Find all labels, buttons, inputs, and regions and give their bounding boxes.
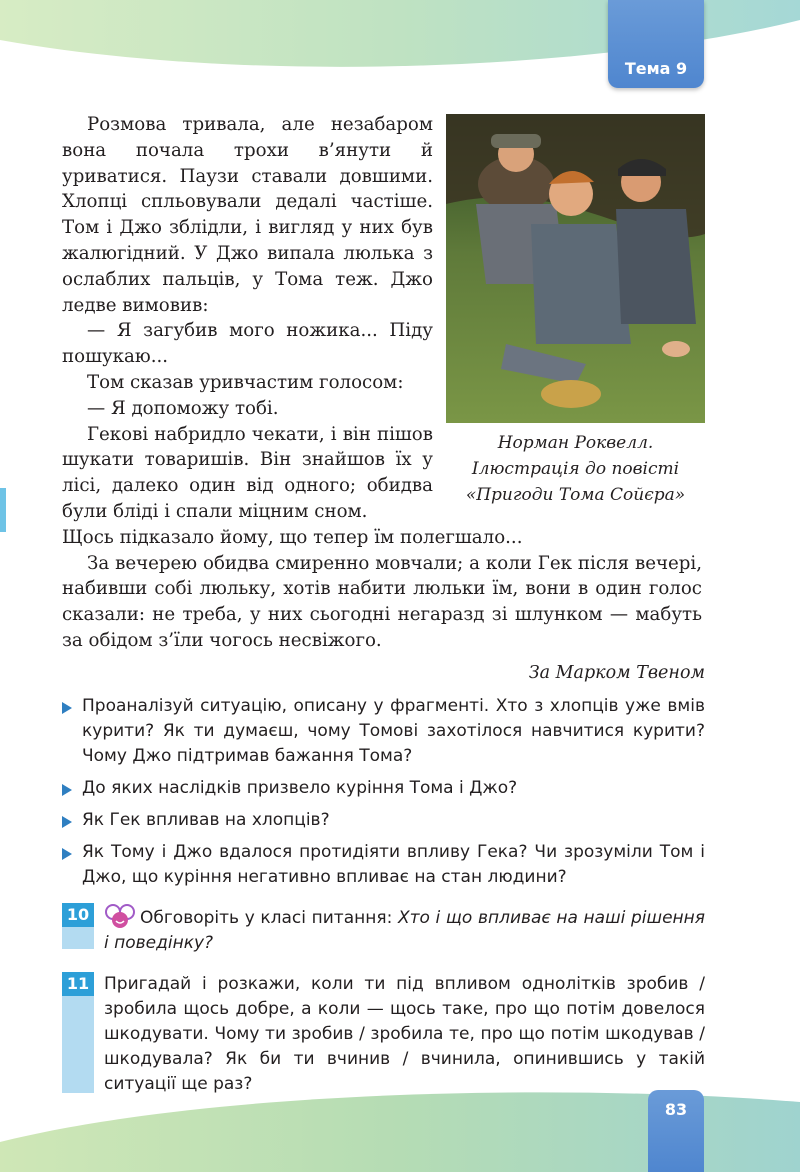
triangle-bullet-icon: [62, 816, 72, 828]
task-question: Хто і що впливає на наші рішення і поведінку?: [104, 908, 705, 953]
caption-line: «Пригоди Тома Сойєра»: [465, 485, 686, 505]
topic-tab: [608, 0, 704, 88]
story-paragraph: Том сказав уривчастим голосом:: [87, 371, 404, 393]
triangle-bullet-icon: [62, 848, 72, 860]
story-attribution: За Марком Твеном: [528, 663, 705, 683]
task-number-badge: 11: [62, 972, 94, 996]
task-10: [62, 903, 705, 956]
page-number: 83: [664, 1100, 688, 1119]
story-paragraph: Гекові набридло чекати, і він пішов шукати товаришів. Він знайшов їх у лісі, далеко один від одного; обидва були бліді і спали міцним сном.: [62, 423, 433, 522]
task-prefix: Обговоріть у класі питання:: [140, 908, 398, 928]
story-paragraph: Розмова тривала, але незабаром вона почала трохи в’янути й уриватися. Паузи ставали довшими. Хлопці спльовували дедалі частіше. Том і Джо зблідли, і вигляд у них був жалюгідний. У Джо випала люлька з ослаблих пальців, у Тома теж. Джо ледве вимовив:: [62, 114, 433, 316]
question-item: Проаналізуй ситуацію, описану у фрагменті. Хто з хлопців уже вмів курити? Як ти думаєш, чому Томові захотілося навчитися курити? Чому Джо підтримав бажання Тома?: [62, 694, 705, 769]
task-bar: [62, 927, 94, 949]
left-edge-marker: [0, 488, 6, 532]
story-paragraph: Щось підказало йому, що тепер їм полегшало...: [62, 526, 523, 548]
question-item: Як Тому і Джо вдалося протидіяти впливу Гека? Чи зрозуміли Том і Джо, що куріння негативно впливає на стан людини?: [62, 840, 705, 890]
task-text: Пригадай і розкажи, коли ти під впливом однолітків зробив / зробила щось добре, а коли — щось таке, про що потім довелося шкодувати. Чому ти зробив / зробила те, про що потім шкодував / шкодувала? Як би ти вчинив / вчинила, опинившись у такій ситуації ще раз?: [104, 974, 705, 1094]
question-item: До яких наслідків призвело куріння Тома і Джо?: [62, 776, 705, 801]
story-paragraph: — Я загубив мого ножика... Піду пошукаю...: [62, 320, 433, 368]
rockwell-illustration: [446, 114, 705, 423]
triangle-bullet-icon: [62, 702, 72, 714]
triangle-bullet-icon: [62, 784, 72, 796]
page-number-tab: [648, 1090, 704, 1172]
questions-list: [62, 694, 705, 897]
story-paragraph: — Я допоможу тобі.: [87, 397, 279, 419]
task-number-badge: 10: [62, 903, 94, 927]
illustration-caption: [446, 430, 705, 508]
topic-label: Тема 9: [624, 59, 688, 78]
question-item: Як Гек впливав на хлопців?: [62, 808, 705, 833]
caption-line: Ілюстрація до повісті: [471, 459, 680, 479]
story-paragraph: За вечерею обидва смиренно мовчали; а коли Гек після вечері, набивши собі люльку, хотів набити люльки їм, вони в один голос сказали: не треба, у них сьогодні негаразд зі шлунком — мабуть за обідом з’їли чогось несвіжого.: [62, 552, 702, 651]
caption-author: Норман Роквелл.: [497, 433, 654, 453]
discussion-icon: [104, 903, 138, 929]
